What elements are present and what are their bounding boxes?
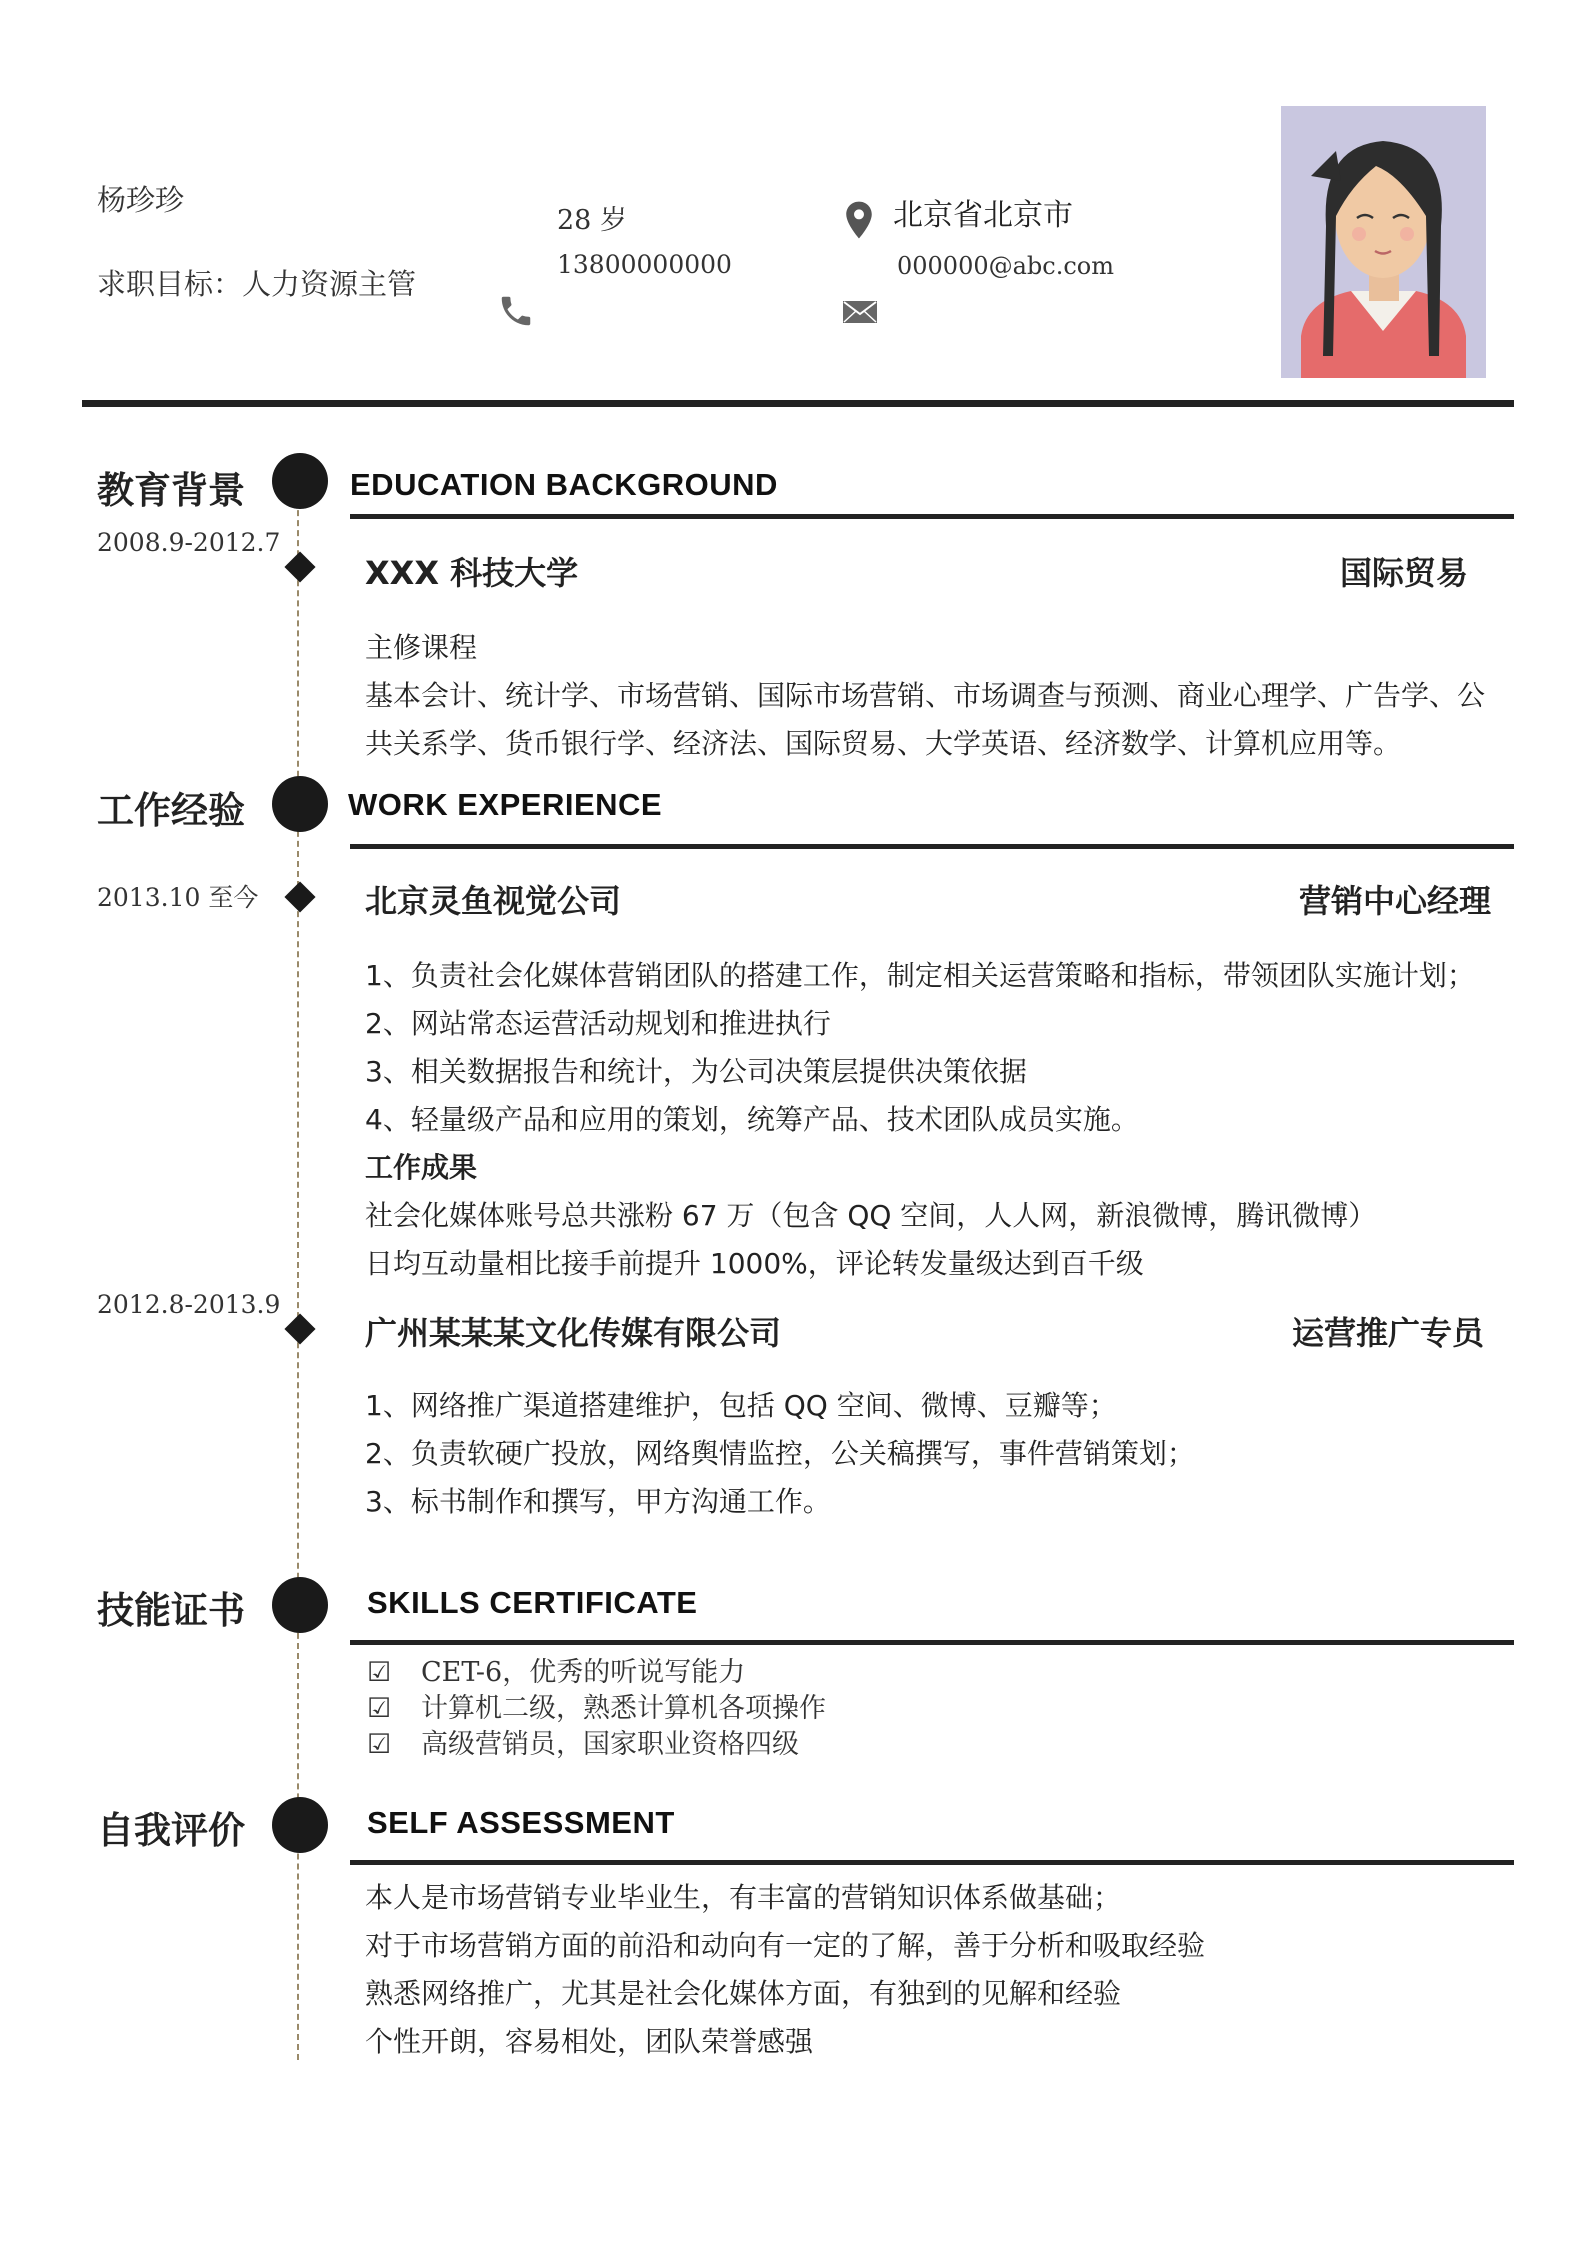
phone-icon	[497, 292, 535, 330]
assessment-line: 个性开朗，容易相处，团队荣誉感强	[365, 2025, 814, 2058]
timeline-diamond	[284, 881, 315, 912]
timeline-dot	[272, 776, 328, 832]
duty-line: 4、轻量级产品和应用的策划，统筹产品、技术团队成员实施。	[365, 1103, 1139, 1136]
section-en-skills: SKILLS CERTIFICATE	[367, 1585, 698, 1620]
duty-line: 1、网络推广渠道搭建维护，包括 QQ 空间、微博、豆瓣等；	[365, 1389, 1117, 1422]
section-title-work: 工作经验	[97, 789, 245, 832]
section-en-education: EDUCATION BACKGROUND	[350, 467, 778, 502]
section-title-skills: 技能证书	[97, 1589, 245, 1632]
timeline-diamond	[284, 1313, 315, 1344]
timeline-dot	[272, 453, 328, 509]
duty-line: 3、相关数据报告和统计，为公司决策层提供决策依据	[365, 1055, 1027, 1088]
result-line: 日均互动量相比接手前提升 1000%，评论转发量级达到百千级	[365, 1247, 1144, 1280]
section-en-work: WORK EXPERIENCE	[348, 787, 663, 822]
work-date: 2012.8-2013.9	[97, 1290, 281, 1319]
timeline-dot	[272, 1797, 328, 1853]
courses-title: 主修课程	[365, 631, 478, 664]
company-name: 广州某某某文化传媒有限公司	[365, 1314, 782, 1352]
section-rule	[350, 844, 1514, 849]
section-rule	[350, 1640, 1514, 1645]
skill-item: ☑ 计算机二级，熟悉计算机各项操作	[367, 1693, 826, 1724]
age-value: 28 岁	[557, 205, 627, 236]
assessment-line: 熟悉网络推广，尤其是社会化媒体方面，有独到的见解和经验	[365, 1977, 1122, 2010]
job-title: 营销中心经理	[1298, 882, 1491, 920]
location-pin-icon	[842, 200, 876, 240]
job-objective: 求职目标：人力资源主管	[97, 267, 417, 301]
assessment-line: 对于市场营销方面的前沿和动向有一定的了解，善于分析和吸取经验	[365, 1929, 1206, 1962]
checkbox-checked-icon: ☑	[367, 1693, 392, 1724]
duty-line: 1、负责社会化媒体营销团队的搭建工作，制定相关运营策略和指标，带领团队实施计划；	[365, 959, 1475, 992]
duty-line: 2、网站常态运营活动规划和推进执行	[365, 1007, 831, 1040]
assessment-line: 本人是市场营销专业毕业生，有丰富的营销知识体系做基础；	[365, 1881, 1122, 1914]
major: 国际贸易	[1339, 554, 1468, 592]
job-title: 运营推广专员	[1291, 1314, 1484, 1352]
courses-line: 共关系学、货币银行学、经济法、国际贸易、大学英语、经济数学、计算机应用等。	[365, 727, 1402, 760]
skill-item: ☑ CET-6，优秀的听说写能力	[367, 1657, 746, 1688]
timeline-diamond	[284, 551, 315, 582]
section-en-self: SELF ASSESSMENT	[367, 1805, 675, 1840]
result-line: 社会化媒体账号总共涨粉 67 万（包含 QQ 空间，人人网，新浪微博，腾讯微博）	[365, 1199, 1377, 1232]
checkbox-checked-icon: ☑	[367, 1657, 392, 1688]
section-title-education: 教育背景	[97, 469, 245, 512]
education-date: 2008.9-2012.7	[97, 528, 281, 557]
header-divider	[82, 400, 1514, 407]
results-title: 工作成果	[365, 1151, 478, 1184]
mail-icon	[842, 300, 878, 324]
timeline-dot	[272, 1577, 328, 1633]
phone-value: 13800000000	[557, 250, 732, 279]
school-name: XXX 科技大学	[365, 554, 579, 592]
section-rule	[350, 1860, 1514, 1865]
email-value: 000000@abc.com	[897, 252, 1115, 280]
courses-line: 基本会计、统计学、市场营销、国际市场营销、市场调查与预测、商业心理学、广告学、公	[365, 679, 1486, 712]
location-value: 北京省北京市	[893, 198, 1073, 233]
section-title-self: 自我评价	[97, 1809, 245, 1852]
work-date: 2013.10 至今	[97, 883, 259, 912]
skill-item: ☑ 高级营销员，国家职业资格四级	[367, 1729, 799, 1760]
checkbox-checked-icon: ☑	[367, 1729, 392, 1760]
duty-line: 3、标书制作和撰写，甲方沟通工作。	[365, 1485, 831, 1518]
duty-line: 2、负责软硬广投放，网络舆情监控，公关稿撰写，事件营销策划；	[365, 1437, 1195, 1470]
section-rule	[350, 514, 1514, 519]
candidate-name: 杨珍珍	[97, 183, 185, 217]
company-name: 北京灵鱼视觉公司	[365, 882, 622, 920]
profile-photo	[1281, 106, 1486, 378]
